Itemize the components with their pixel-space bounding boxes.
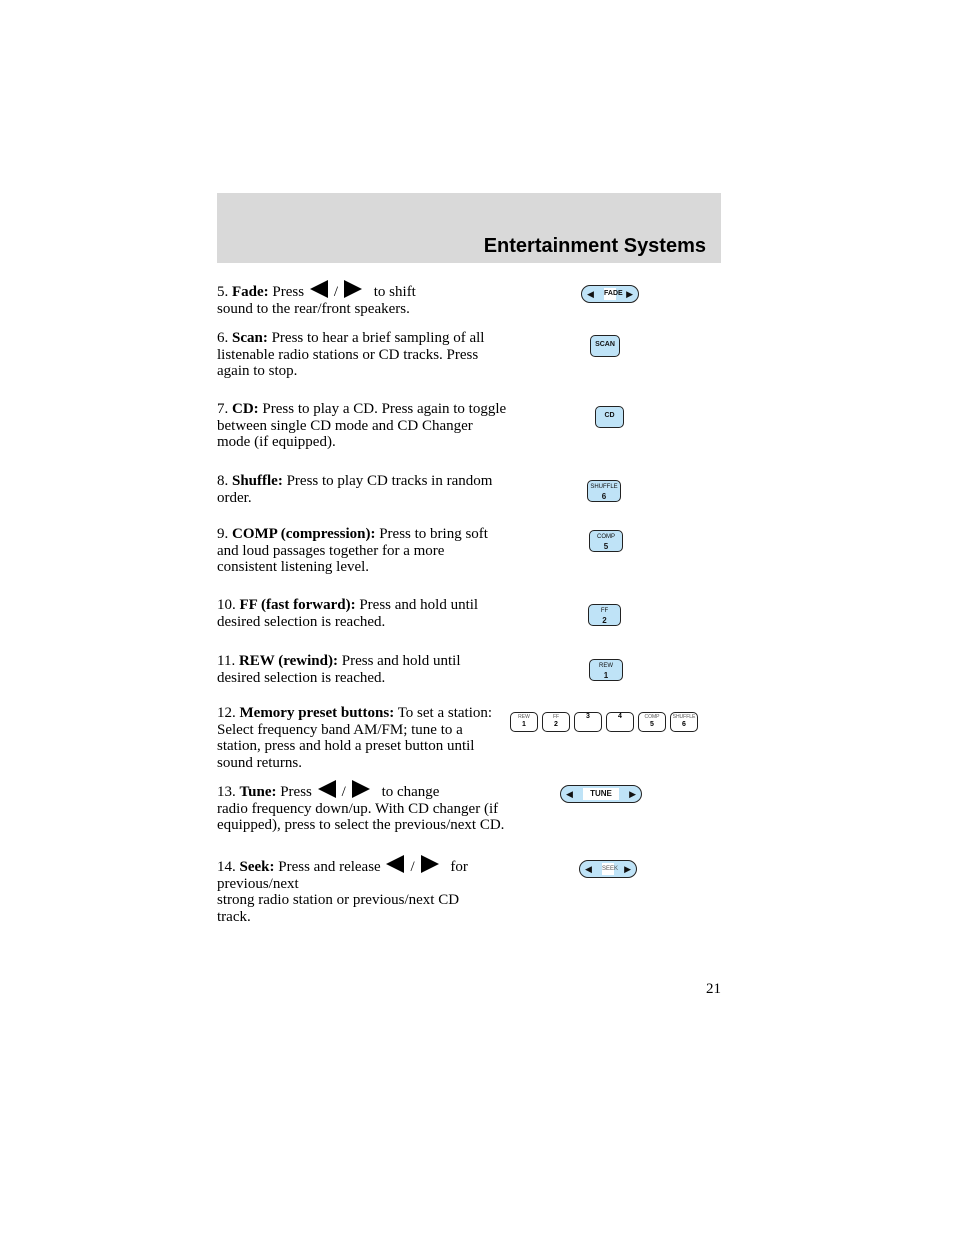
rew-button-graphic: REW 1 <box>589 659 623 681</box>
item-label: CD: <box>232 401 259 417</box>
page-number: 21 <box>706 981 721 997</box>
section-header <box>217 193 721 263</box>
cd-button-graphic: CD <box>595 406 624 428</box>
left-arrow-icon: ◀ <box>566 789 573 799</box>
instruction-rew: 11. REW (rewind): Press and hold until desired selection is reached. <box>217 653 461 686</box>
instruction-tune: 13. Tune: Press / to change radio frequency down/up. With CD changer (if equipped), press to select the previous/next CD. <box>217 780 507 834</box>
item-label: Fade: <box>232 284 269 300</box>
item-label: Seek: <box>239 859 275 875</box>
preset-button-5: COMP 5 <box>638 712 666 732</box>
item-label: REW (rewind): <box>238 653 338 669</box>
right-triangle-icon <box>352 780 370 798</box>
item-label: FF (fast forward): <box>239 597 356 613</box>
tune-button-graphic: ◀ TUNE ▶ <box>560 785 642 803</box>
left-arrow-icon: ◀ <box>587 289 594 299</box>
instruction-scan: 6. Scan: Press to hear a brief sampling of all listenable radio stations or CD tracks. Press again to stop. <box>217 330 485 379</box>
item-label: Scan: <box>232 330 268 346</box>
item-label: COMP (compression): <box>232 526 376 542</box>
scan-button-graphic: SCAN <box>590 335 620 357</box>
right-arrow-icon: ▶ <box>624 864 631 874</box>
instruction-ff: 10. FF (fast forward): Press and hold until desired selection is reached. <box>217 597 479 630</box>
shuffle-button-graphic: SHUFFLE 6 <box>587 480 621 502</box>
instruction-cd: 7. CD: Press to play a CD. Press again to toggle between single CD mode and CD Changer mode (if equipped). <box>217 401 507 450</box>
left-triangle-icon <box>318 780 336 798</box>
preset-button-1: REW 1 <box>510 712 538 732</box>
preset-button-2: FF 2 <box>542 712 570 732</box>
item-label: Shuffle: <box>232 473 283 489</box>
right-arrow-icon: ▶ <box>626 289 633 299</box>
instruction-comp: 9. COMP (compression): Press to bring soft and loud passages together for a more consistent listening level. <box>217 526 488 575</box>
left-triangle-icon <box>310 280 328 298</box>
preset-button-4: 4 <box>606 712 634 732</box>
item-label: Tune: <box>239 784 277 800</box>
preset-button-3: 3 <box>574 712 602 732</box>
left-triangle-icon <box>386 855 404 873</box>
ff-button-graphic: FF 2 <box>588 604 621 626</box>
right-triangle-icon <box>421 855 439 873</box>
preset-button-6: SHUFFLE 6 <box>670 712 698 732</box>
seek-button-graphic: ◀ SEEK ▶ <box>579 860 637 878</box>
fade-button-graphic: ◀ FADE ▶ <box>581 285 639 303</box>
item-label: Memory preset buttons: <box>239 705 395 721</box>
instruction-shuffle: 8. Shuffle: Press to play CD tracks in random order. <box>217 473 493 506</box>
right-triangle-icon <box>344 280 362 298</box>
section-title: Entertainment Systems <box>483 235 706 257</box>
instruction-fade: 5. Fade: Press / to shift sound to the rear/front speakers. <box>217 280 507 317</box>
left-arrow-icon: ◀ <box>585 864 592 874</box>
comp-button-graphic: COMP 5 <box>589 530 623 552</box>
instruction-seek: 14. Seek: Press and release / for previous/next strong radio station or previous/next CD track. <box>217 855 477 925</box>
right-arrow-icon: ▶ <box>629 789 636 799</box>
instruction-memory-presets: 12. Memory preset buttons: To set a station: Select frequency band AM/FM; tune to a station, press and hold a preset button until sound returns. <box>217 705 493 771</box>
